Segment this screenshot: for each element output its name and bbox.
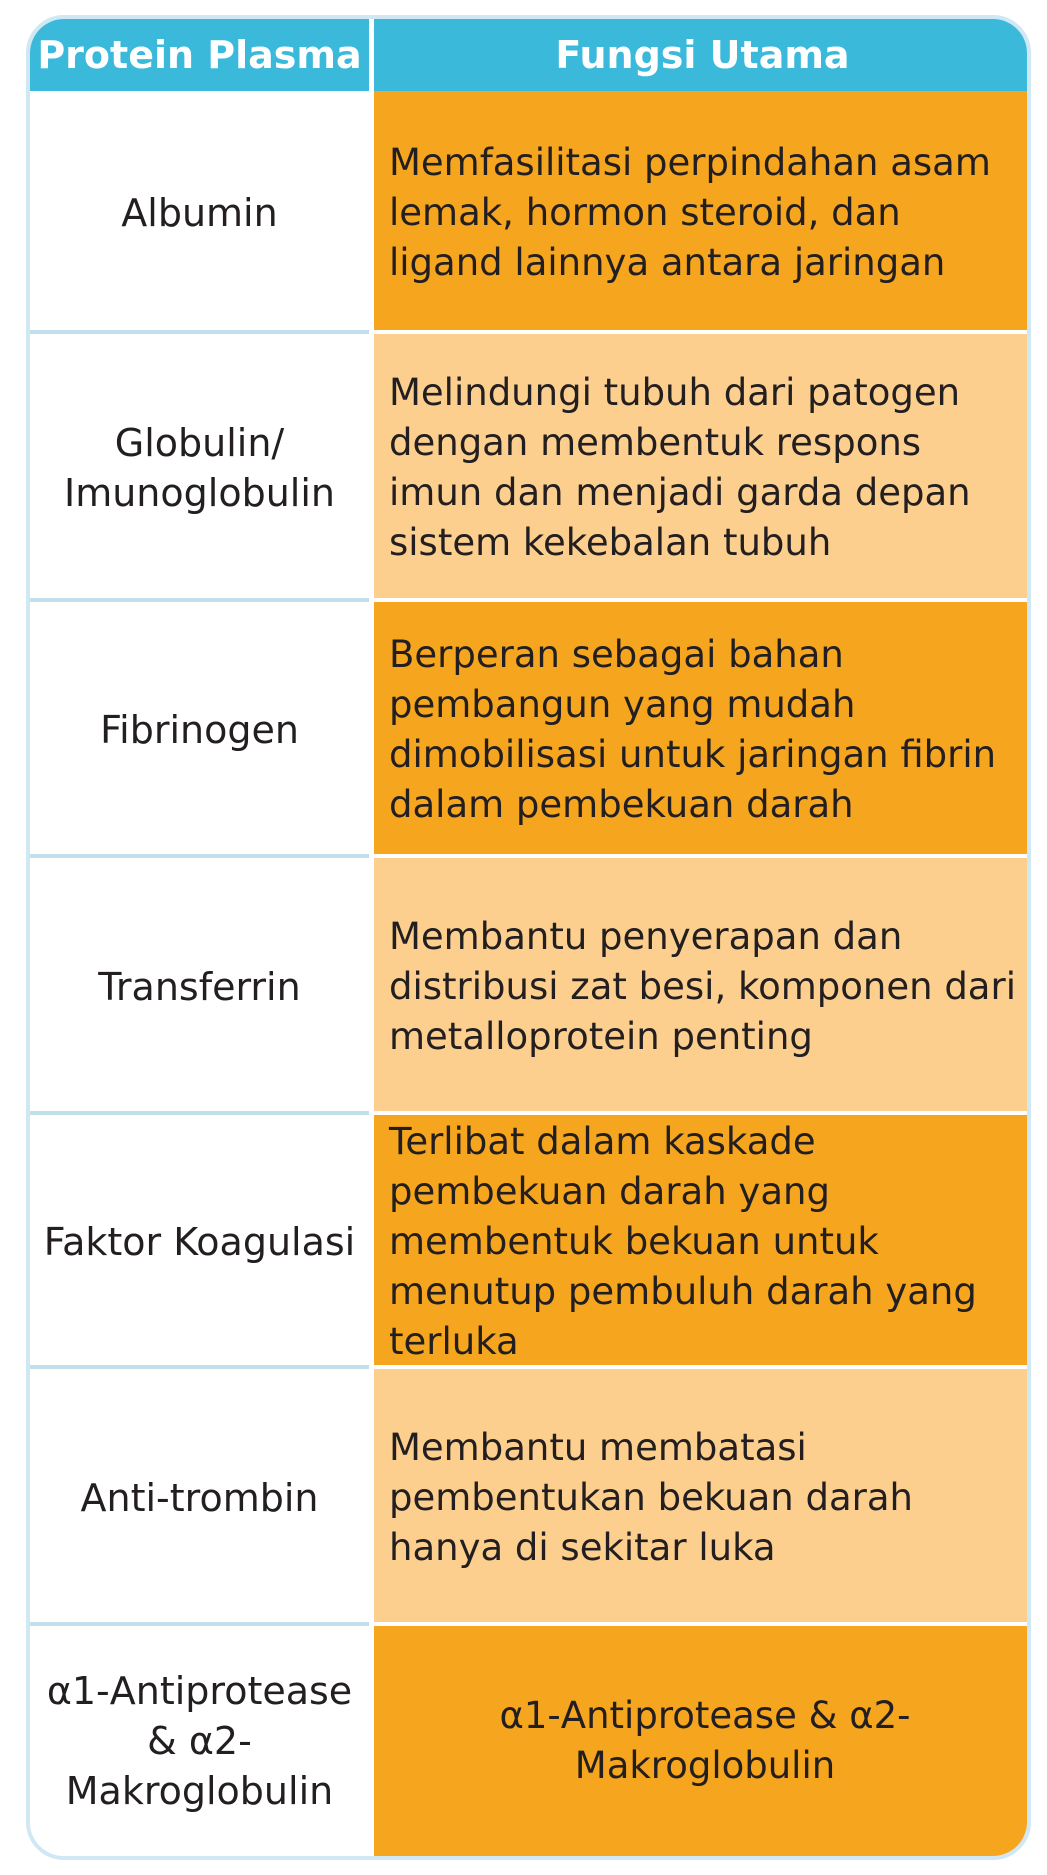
row-fibrinogen-protein [30, 602, 369, 858]
row-antiprotease-protein [30, 1626, 369, 1856]
protein-name: Globulin/ Imunoglobulin [64, 421, 335, 515]
protein-name: α1-Antiprotease & α2-Makroglobulin [46, 1669, 353, 1813]
protein-name: Fibrinogen [100, 708, 299, 752]
row-transferrin-function [374, 858, 1031, 1115]
row-globulin-function [374, 334, 1031, 602]
plasma-protein-table [26, 15, 1031, 1860]
function-text: α1-Antiprotease & α2-Makroglobulin [499, 1694, 911, 1787]
row-albumin-protein [30, 91, 369, 334]
row-albumin-function [374, 91, 1031, 334]
row-antiprotease-function [374, 1626, 1031, 1856]
protein-name: Faktor Koagulasi [43, 1220, 356, 1264]
function-text: Memfasilitasi perpindahan asam lemak, hormon steroid, dan ligand lainnya antara jaringan [389, 140, 991, 284]
row-koagulasi-function [374, 1115, 1031, 1369]
function-text: Membantu penyerapan dan distribusi zat besi, komponen dari metalloprotein penting [389, 914, 1016, 1058]
function-text: Membantu membatasi pembentukan bekuan darah hanya di sekitar luka [389, 1425, 913, 1569]
function-text: Berperan sebagai bahan pembangun yang mudah dimobilisasi untuk jaringan fibrin dalam pembekuan darah [389, 633, 997, 826]
protein-name: Transferrin [98, 964, 301, 1009]
row-globulin-protein [30, 334, 369, 602]
protein-name: Anti-trombin [80, 1475, 319, 1520]
row-antitrombin-protein [30, 1369, 369, 1626]
row-antitrombin-function [374, 1369, 1031, 1626]
function-text: Terlibat dalam kaskade pembekuan darah yang membentuk bekuan untuk menutup pembuluh darah yang terluka [389, 1120, 977, 1363]
header-fungsi-utama: Fungsi Utama [374, 19, 1031, 91]
row-fibrinogen-function [374, 602, 1031, 858]
header-protein-plasma: Protein Plasma [30, 19, 369, 91]
row-koagulasi-protein [30, 1115, 369, 1369]
protein-name: Albumin [121, 190, 278, 235]
row-transferrin-protein [30, 858, 369, 1115]
function-text: Melindungi tubuh dari patogen dengan membentuk respons imun dan menjadi garda depan sistem kekebalan tubuh [389, 371, 971, 564]
